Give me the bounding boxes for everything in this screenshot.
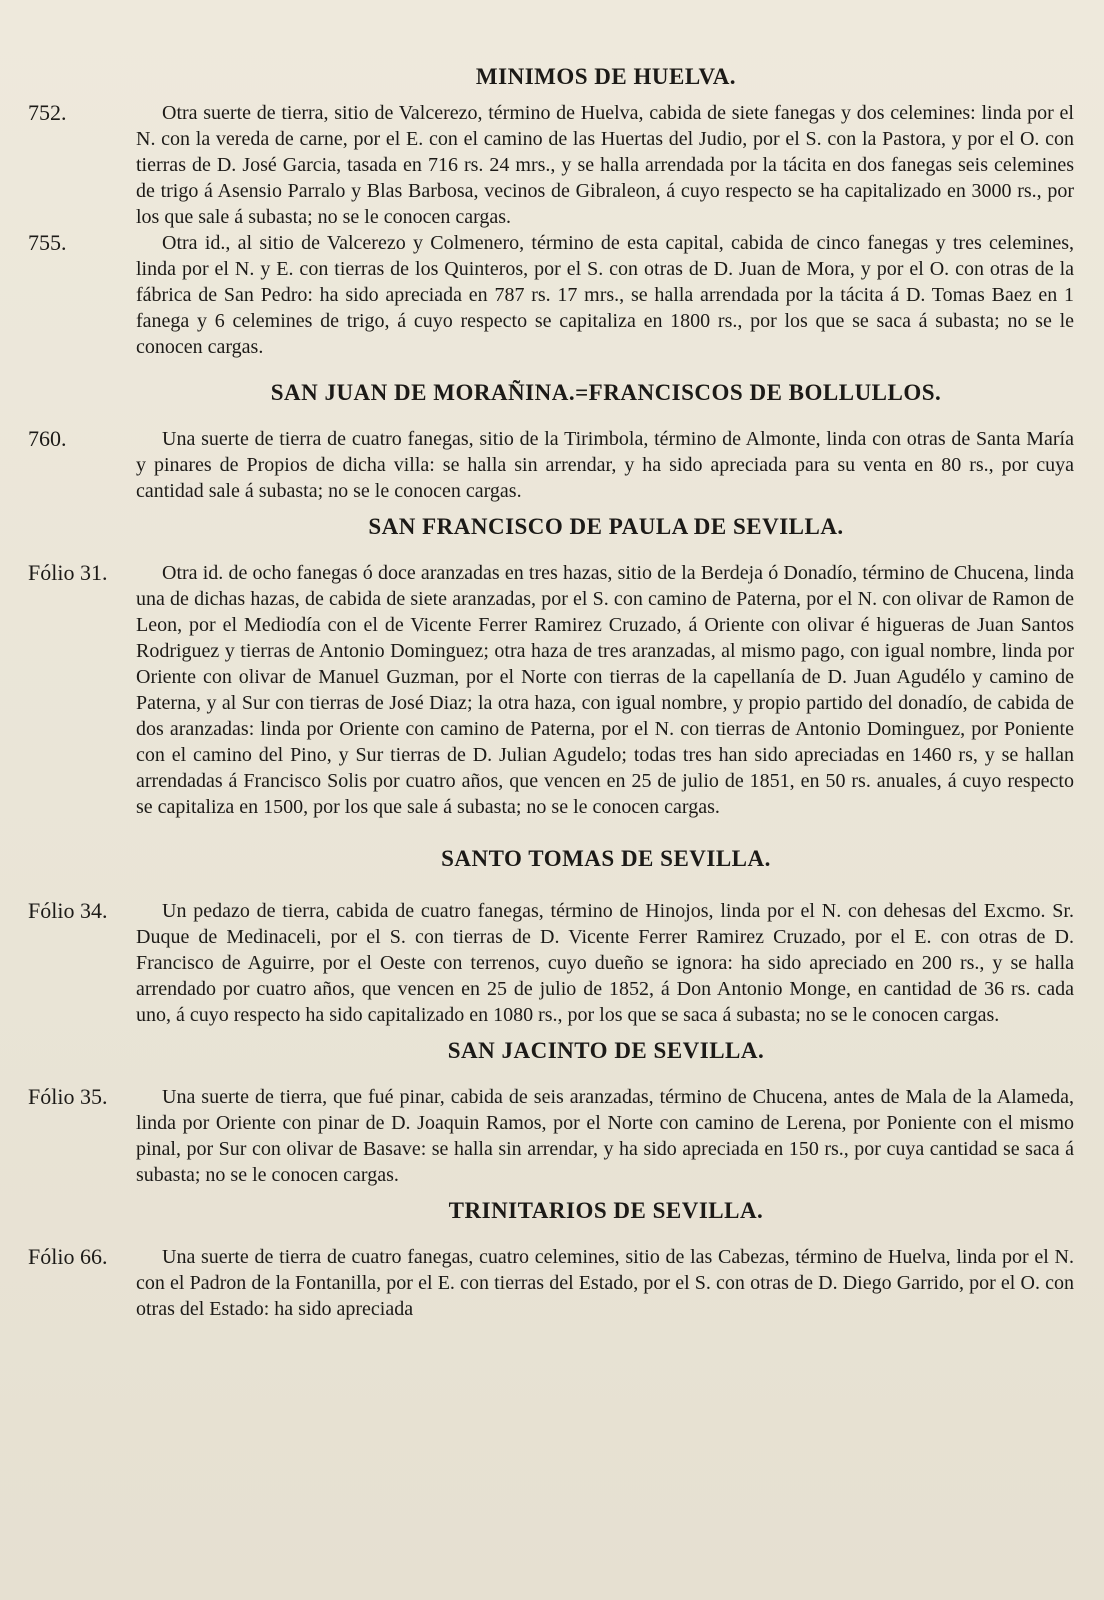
entry-folio-35 bbox=[28, 1084, 1074, 1188]
section-heading-san-jacinto: SAN JACINTO DE SEVILLA. bbox=[447, 1038, 765, 1063]
entry-reference: 760. bbox=[28, 426, 67, 451]
entry-752 bbox=[28, 100, 1074, 230]
entry-text: Otra suerte de tierra, sitio de Valcerezo, término de Huelva, cabida de siete fanegas y dos celemines: linda por el N. con la vereda de carne, por el E. con el camino de las Huertas del Judio, por el S. con la Pastora, y por el O. con tierras de D. José Garcia, tasada en 716 rs. 24 mrs., y se halla arrendada por la tácita en dos fanegas seis celemines de trigo á Asensio Parralo y Blas Barbosa, vecinos de Gibraleon, á cuyo respecto se ha capitalizado en 3000 rs., por los que sale á subasta; no se le conocen cargas. bbox=[136, 102, 1074, 228]
entry-reference: 752. bbox=[28, 100, 67, 125]
entry-text: Otra id., al sitio de Valcerezo y Colmenero, término de esta capital, cabida de cinco fanegas y tres celemines, linda por el N. y E. con tierras de los Quinteros, por el S. con otras de D. Juan de Mora, y por el O. con otras de la fábrica de San Pedro: ha sido apreciada en 787 rs. 17 mrs., se halla arrendada por la tácita á D. Tomas Baez en 1 fanega y 6 celemines de trigo, á cuyo respecto se capitaliza en 1800 rs., por los que se saca á subasta; no se le conocen cargas. bbox=[136, 232, 1074, 358]
entry-text: Un pedazo de tierra, cabida de cuatro fanegas, término de Hinojos, linda por el N. con dehesas del Excmo. Sr. Duque de Medinaceli, por el S. con tierras de D. Vicente Ferrer Ramirez Cruzado, por el E. con otras de D. Francisco de Aguirre, por el Oeste con terrenos, cuyo dueño se ignora: ha sido apreciado en 200 rs., y se halla arrendado por cuatro años, que vencen en 25 de julio de 1852, á Don Antonio Monge, en cantidad de 36 rs. cada uno, á cuyo respecto ha sido capitalizado en 1080 rs., por los que se saca á subasta; no se le conocen cargas. bbox=[136, 900, 1074, 1026]
entry-text: Otra id. de ocho fanegas ó doce aranzadas en tres hazas, sitio de la Berdeja ó Donadío, término de Chucena, linda una de dichas hazas, de cabida de siete aranzadas, por el S. con camino de Paterna, por el N. con olivar de Ramon de Leon, por el Mediodía con el de Vicente Ferrer Ramirez Cruzado, á Oriente con olivar é higueras de Juan Santos Rodriguez y tierras de Antonio Dominguez; otra haza de tres aranzadas, al mismo pago, con igual nombre, linda por Oriente con olivar de Manuel Guzman, por el Norte con tierras de la capellanía de D. Juan Agudélo y camino de Paterna, y al Sur con tierras de José Diaz; la otra haza, con igual nombre, y propio partido del donadío, de cabida de dos aranzadas: linda por Oriente con camino de Paterna, por el N. con tierras de Antonio Dominguez, por Poniente con el camino del Pino, y Sur tierras de D. Julian Agudelo; todas tres han sido apreciadas en 1460 rs, y se hallan arrendadas á Francisco Solis por cuatro años, que vencen en 25 de julio de 1851, en 50 rs. anuales, á cuyo respecto se capitaliza en 1500, por los que sale á subasta; no se le conocen cargas. bbox=[136, 562, 1074, 818]
entry-760 bbox=[28, 426, 1074, 504]
entry-reference: Fólio 66. bbox=[28, 1244, 108, 1269]
section-heading-san-francisco-paula: SAN FRANCISCO DE PAULA DE SEVILLA. bbox=[368, 514, 844, 539]
section-heading-san-juan-moranina: SAN JUAN DE MORAÑINA.=FRANCISCOS DE BOLLULLOS. bbox=[270, 380, 942, 405]
entry-755 bbox=[28, 230, 1074, 360]
section-heading-minimos-huelva: MINIMOS DE HUELVA. bbox=[475, 64, 737, 89]
entry-folio-34 bbox=[28, 898, 1074, 1028]
entry-reference: Fólio 35. bbox=[28, 1084, 108, 1109]
section-heading-trinitarios: TRINITARIOS DE SEVILLA. bbox=[448, 1198, 764, 1223]
entry-reference: 755. bbox=[28, 230, 67, 255]
entry-reference: Fólio 34. bbox=[28, 898, 108, 923]
entry-folio-66 bbox=[28, 1244, 1074, 1322]
section-heading-santo-tomas: SANTO TOMAS DE SEVILLA. bbox=[441, 846, 771, 871]
entry-text: Una suerte de tierra, que fué pinar, cabida de seis aranzadas, término de Chucena, antes de Mala de la Alameda, linda por Oriente con pinar de D. Joaquin Ramos, por el Norte con camino de Lerena, por Poniente con el mismo pinal, por Sur con olivar de Basave: se halla sin arrendar, y ha sido apreciada en 150 rs., por cuya cantidad se saca á subasta; no se le conocen cargas. bbox=[136, 1086, 1074, 1186]
entry-text: Una suerte de tierra de cuatro fanegas, sitio de la Tirimbola, término de Almonte, linda con otras de Santa María y pinares de Propios de dicha villa: se halla sin arrendar, y ha sido apreciada para su venta en 80 rs., por cuya cantidad sale á subasta; no se le conocen cargas. bbox=[136, 428, 1074, 502]
entry-text: Una suerte de tierra de cuatro fanegas, cuatro celemines, sitio de las Cabezas, término de Huelva, linda por el N. con el Padron de la Fontanilla, por el E. con tierras del Estado, por el S. con otras de D. Diego Garrido, por el O. con otras del Estado: ha sido apreciada bbox=[136, 1246, 1074, 1320]
entry-folio-31 bbox=[28, 560, 1074, 820]
entry-reference: Fólio 31. bbox=[28, 560, 108, 585]
